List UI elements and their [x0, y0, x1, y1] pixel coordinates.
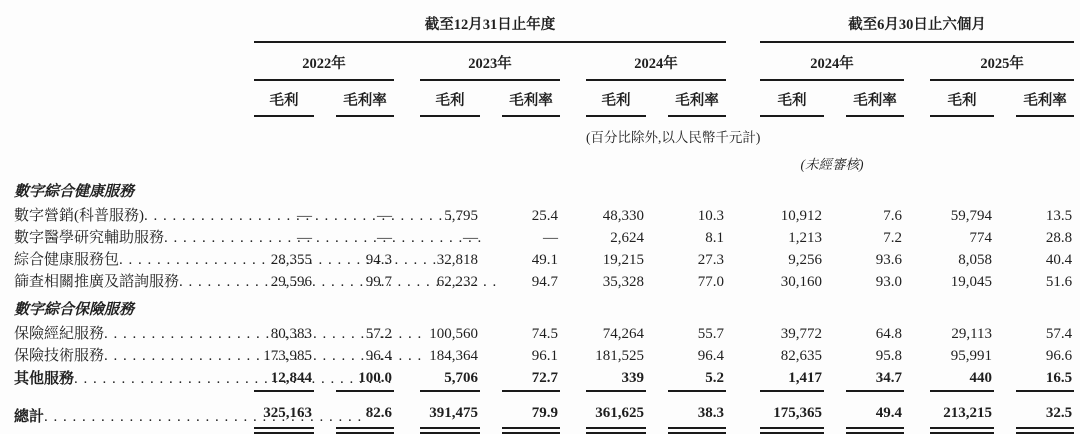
cell-gross-margin: 51.6: [1045, 274, 1073, 290]
section-header-row: [14, 173, 1074, 203]
cell-gross-margin: 96.4: [365, 348, 392, 364]
row-label-text: 篩查相關推廣及諮詢服務: [14, 274, 180, 290]
measure-header-gross-margin: 毛利率: [846, 80, 904, 116]
measure-header-gross-margin: 毛利率: [502, 80, 560, 116]
row-label-text: 數字營銷(科普服務): [14, 208, 144, 224]
header-spacer: [14, 13, 254, 42]
cell-gross-profit: 440: [930, 365, 994, 391]
year-gap: [560, 42, 586, 80]
cell-gross-margin: —: [377, 230, 392, 246]
cell-gross-profit: 5,795: [444, 208, 478, 224]
section-gap: [726, 391, 760, 431]
cell-gross-margin: 74.5: [531, 326, 558, 342]
dot-leader: [44, 409, 362, 426]
column-gap: [994, 391, 1016, 431]
year-gap: [394, 42, 420, 80]
cell-gross-margin: 13.5: [1045, 208, 1073, 224]
cell-gross-margin: 100.0: [336, 365, 394, 391]
cell-gross-profit: 175,365: [760, 391, 824, 431]
column-gap: [646, 203, 668, 225]
cell-gross-profit: 39,772: [780, 326, 823, 342]
year-gap: [904, 225, 930, 247]
cell-gross-profit: 19,045: [950, 274, 993, 290]
table-row: [14, 247, 1074, 269]
cell-gross-margin: 32.5: [1016, 391, 1074, 431]
cell-gross-profit: 32,818: [436, 252, 478, 268]
row-label: [14, 203, 254, 225]
dot-leader: [74, 371, 392, 388]
row-label: [14, 391, 254, 431]
measure-header-gross-profit: 毛利: [420, 80, 480, 116]
column-gap: [824, 247, 846, 269]
year-header-interim-2024: 2024年: [760, 42, 904, 80]
column-gap: [480, 225, 502, 247]
column-gap: [824, 321, 846, 343]
measure-header-gross-margin: 毛利率: [1016, 80, 1074, 116]
header-spacer: [14, 80, 254, 116]
column-gap: [646, 321, 668, 343]
year-gap: [394, 365, 420, 391]
period-header-annual: 截至12月31日止年度: [254, 13, 726, 42]
table-row: [14, 365, 1074, 391]
year-gap: [560, 203, 586, 225]
cell-gross-profit: 2,624: [610, 230, 644, 246]
section-header-row: [14, 291, 1074, 321]
period-header-row: [14, 13, 1074, 42]
column-gap: [994, 343, 1016, 365]
section-gap: [726, 365, 760, 391]
cell-gross-margin: 8.1: [705, 230, 725, 246]
row-label-text: 保險技術服務: [14, 348, 105, 364]
column-gap: [824, 225, 846, 247]
column-gap: [646, 247, 668, 269]
row-label: [14, 343, 254, 365]
cell-gross-margin: 93.6: [875, 252, 903, 268]
dot-leader: [164, 230, 482, 247]
cell-gross-margin: 72.7: [502, 365, 560, 391]
unaudited-note-row: [14, 146, 1074, 173]
column-gap: [646, 365, 668, 391]
cell-gross-profit: 12,844: [254, 365, 314, 391]
year-header-interim-2025: 2025年: [930, 42, 1074, 80]
column-gap: [646, 391, 668, 431]
year-gap: [560, 391, 586, 431]
row-label-text: 數字醫學研究輔助服務: [14, 230, 165, 246]
column-gap: [994, 203, 1016, 225]
row-label: [14, 225, 254, 247]
gross-profit-table: [14, 13, 1074, 434]
column-gap: [824, 269, 846, 291]
cell-gross-profit: 35,328: [602, 274, 644, 290]
column-gap: [480, 321, 502, 343]
year-gap: [904, 321, 930, 343]
cell-gross-profit: 74,264: [602, 326, 644, 342]
year-gap: [560, 365, 586, 391]
cell-gross-margin: 96.1: [531, 348, 558, 364]
header-spacer: [14, 42, 254, 80]
year-gap: [560, 225, 586, 247]
row-label-text: 其他服務: [14, 371, 75, 387]
year-gap: [904, 203, 930, 225]
column-gap: [646, 343, 668, 365]
year-header-2022: 2022年: [254, 42, 394, 80]
section-gap: [726, 42, 760, 80]
table-row: [14, 321, 1074, 343]
column-gap: [480, 365, 502, 391]
cell-gross-profit: 1,417: [760, 365, 824, 391]
table-header: [14, 13, 1074, 173]
section-label: 數字綜合保險服務: [14, 302, 135, 318]
cell-gross-margin: 27.3: [697, 252, 725, 268]
cell-gross-margin: 38.3: [668, 391, 726, 431]
measure-header-gross-profit: 毛利: [586, 80, 646, 116]
column-gap: [824, 343, 846, 365]
year-gap: [394, 391, 420, 431]
column-gap: [994, 321, 1016, 343]
cell-gross-profit: 173,985: [263, 348, 312, 364]
cell-gross-margin: 16.5: [1016, 365, 1074, 391]
year-gap: [904, 365, 930, 391]
section-label: 數字綜合健康服務: [14, 184, 135, 200]
table-row: [14, 343, 1074, 365]
cell-gross-profit: 213,215: [930, 391, 994, 431]
section-gap: [726, 269, 760, 291]
cell-gross-margin: —: [377, 208, 392, 224]
cell-gross-margin: 7.2: [883, 230, 903, 246]
section-gap: [726, 343, 760, 365]
year-gap: [560, 247, 586, 269]
column-gap: [994, 365, 1016, 391]
cell-gross-margin: 82.6: [336, 391, 394, 431]
cell-gross-profit: 1,213: [788, 230, 823, 246]
year-gap: [904, 42, 930, 80]
table-body: [14, 173, 1074, 431]
column-gap: [480, 391, 502, 431]
column-gap: [646, 269, 668, 291]
column-gap: [994, 225, 1016, 247]
cell-gross-margin: 57.4: [1045, 326, 1073, 342]
cell-gross-margin: 93.0: [875, 274, 903, 290]
cell-gross-margin: 10.3: [697, 208, 725, 224]
year-header-2024: 2024年: [586, 42, 726, 80]
cell-gross-profit: 339: [586, 365, 646, 391]
row-label-text: 綜合健康服務包: [14, 252, 120, 268]
cell-gross-margin: —: [543, 230, 558, 246]
cell-gross-profit: 30,160: [780, 274, 823, 290]
cell-gross-margin: 7.6: [883, 208, 903, 224]
cell-gross-margin: 49.1: [531, 252, 558, 268]
table-row: [14, 203, 1074, 225]
unaudited-note: (未經審核): [800, 157, 864, 172]
cell-gross-profit: 28,355: [270, 252, 312, 268]
table-row: [14, 269, 1074, 291]
year-header-row: [14, 42, 1074, 80]
cell-gross-profit: 62,232: [436, 274, 478, 290]
cell-gross-margin: 34.7: [846, 365, 904, 391]
cell-gross-margin: 49.4: [846, 391, 904, 431]
cell-gross-profit: 391,475: [420, 391, 480, 431]
cell-gross-margin: 94.7: [531, 274, 558, 290]
year-gap: [560, 269, 586, 291]
table-row: [14, 225, 1074, 247]
section-gap: [726, 321, 760, 343]
cell-gross-margin: 28.8: [1045, 230, 1073, 246]
section-gap: [726, 225, 760, 247]
cell-gross-profit: 181,525: [595, 348, 644, 364]
total-row: [14, 391, 1074, 431]
cell-gross-margin: 64.8: [875, 326, 903, 342]
column-gap: [480, 343, 502, 365]
column-gap: [480, 247, 502, 269]
section-gap: [726, 247, 760, 269]
row-label: [14, 321, 254, 343]
cell-gross-profit: 80,383: [270, 326, 312, 342]
cell-gross-margin: 79.9: [502, 391, 560, 431]
cell-gross-profit: 100,560: [429, 326, 478, 342]
row-label: [14, 247, 254, 269]
period-header-interim: 截至6月30日止六個月: [760, 13, 1074, 42]
row-label: [14, 269, 254, 291]
measure-header-gross-profit: 毛利: [254, 80, 314, 116]
cell-gross-profit: 48,330: [602, 208, 644, 224]
cell-gross-profit: 8,058: [958, 252, 993, 268]
cell-gross-profit: —: [297, 208, 312, 224]
cell-gross-profit: —: [463, 230, 478, 246]
cell-gross-margin: 96.6: [1045, 348, 1073, 364]
year-header-2023: 2023年: [420, 42, 560, 80]
row-label-text: 總計: [14, 408, 45, 425]
year-gap: [904, 343, 930, 365]
cell-gross-margin: 96.4: [697, 348, 725, 364]
unit-note: (百分比除外,以人民幣千元計): [586, 130, 761, 145]
column-gap: [994, 269, 1016, 291]
year-gap: [904, 391, 930, 431]
row-label: [14, 365, 254, 391]
year-gap: [560, 343, 586, 365]
cell-gross-profit: 29,113: [951, 326, 993, 342]
measure-header-gross-margin: 毛利率: [336, 80, 394, 116]
cell-gross-margin: 25.4: [531, 208, 558, 224]
cell-gross-profit: 184,364: [429, 348, 478, 364]
cell-gross-profit: 29,596: [270, 274, 312, 290]
cell-gross-margin: 99.7: [365, 274, 392, 290]
column-gap: [646, 225, 668, 247]
cell-gross-profit: 10,912: [780, 208, 823, 224]
cell-gross-margin: 77.0: [697, 274, 725, 290]
section-gap: [726, 13, 760, 42]
cell-gross-profit: 361,625: [586, 391, 646, 431]
cell-gross-margin: 55.7: [697, 326, 725, 342]
cell-gross-profit: 59,794: [950, 208, 993, 224]
cell-gross-profit: —: [297, 230, 312, 246]
cell-gross-margin: 5.2: [668, 365, 726, 391]
cell-gross-profit: 95,991: [950, 348, 993, 364]
measure-header-gross-profit: 毛利: [930, 80, 994, 116]
column-gap: [480, 203, 502, 225]
cell-gross-profit: 19,215: [602, 252, 644, 268]
unit-note-row: [14, 116, 1074, 146]
year-gap: [904, 269, 930, 291]
section-gap: [726, 203, 760, 225]
measure-header-gross-profit: 毛利: [760, 80, 824, 116]
column-gap: [824, 203, 846, 225]
cell-gross-profit: 82,635: [780, 348, 823, 364]
year-gap: [560, 321, 586, 343]
column-gap: [824, 365, 846, 391]
cell-gross-margin: 57.2: [365, 326, 392, 342]
year-gap: [904, 247, 930, 269]
cell-gross-margin: 95.8: [875, 348, 903, 364]
measure-header-gross-margin: 毛利率: [668, 80, 726, 116]
cell-gross-margin: 40.4: [1045, 252, 1073, 268]
column-gap: [994, 247, 1016, 269]
measure-header-row: [14, 80, 1074, 116]
cell-gross-profit: 774: [969, 230, 993, 246]
column-gap: [824, 391, 846, 431]
cell-gross-margin: 94.3: [365, 252, 392, 268]
row-label-text: 保險經紀服務: [14, 326, 105, 342]
cell-gross-profit: 5,706: [420, 365, 480, 391]
cell-gross-profit: 9,256: [788, 252, 823, 268]
cell-gross-profit: 325,163: [254, 391, 314, 431]
